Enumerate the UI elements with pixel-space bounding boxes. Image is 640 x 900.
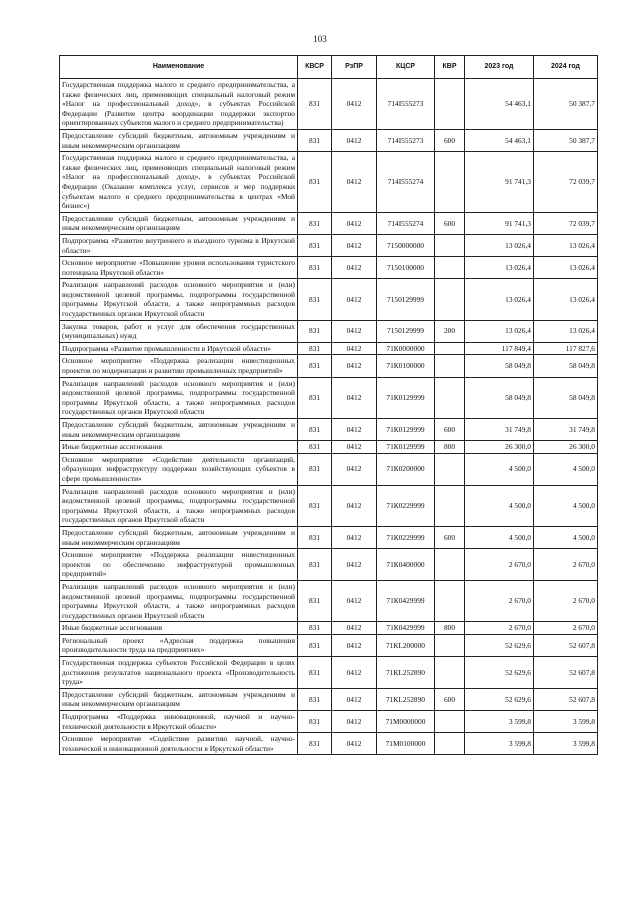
row-kvr — [435, 657, 465, 689]
row-kvr — [435, 485, 465, 526]
row-rzpr: 0412 — [332, 526, 377, 548]
row-kvsr: 831 — [298, 441, 332, 454]
table-row — [60, 152, 598, 213]
row-kvr — [435, 453, 465, 485]
header-kcsr: КЦСР — [377, 56, 435, 79]
row-value-2024: 31 749,8 — [534, 419, 598, 441]
header-2023: 2023 год — [465, 56, 534, 79]
row-value-2024: 13 026,4 — [534, 257, 598, 279]
row-value-2024: 72 039,7 — [534, 152, 598, 213]
row-kcsr: 7150100000 — [377, 257, 435, 279]
row-value-2024: 2 670,0 — [534, 622, 598, 635]
row-name: Предоставление субсидий бюджетным, автономным учреждениям и иным некоммерческим организациям — [60, 129, 298, 151]
row-value-2024: 50 387,7 — [534, 79, 598, 130]
row-kcsr: 7150000000 — [377, 234, 435, 256]
table-row — [60, 355, 598, 377]
row-value-2023: 13 026,4 — [465, 320, 534, 342]
row-kvr: 600 — [435, 688, 465, 710]
row-kvsr: 831 — [298, 453, 332, 485]
row-kvsr: 831 — [298, 419, 332, 441]
row-kvr — [435, 634, 465, 656]
row-kvsr: 831 — [298, 622, 332, 635]
table-row — [60, 453, 598, 485]
row-kvr: 600 — [435, 129, 465, 151]
row-rzpr: 0412 — [332, 419, 377, 441]
row-kvsr: 831 — [298, 257, 332, 279]
row-rzpr: 0412 — [332, 320, 377, 342]
table-row — [60, 377, 598, 418]
row-rzpr: 0412 — [332, 342, 377, 355]
table-row — [60, 441, 598, 454]
row-name: Подпрограмма «Развитие промышленности в Иркутской области» — [60, 342, 298, 355]
row-value-2024: 50 387,7 — [534, 129, 598, 151]
row-kcsr: 71КL200000 — [377, 634, 435, 656]
row-value-2024: 4 500,0 — [534, 526, 598, 548]
budget-table — [59, 55, 598, 755]
table-row — [60, 526, 598, 548]
row-value-2024: 52 607,8 — [534, 657, 598, 689]
row-rzpr: 0412 — [332, 485, 377, 526]
row-kvsr: 831 — [298, 580, 332, 621]
table-row — [60, 711, 598, 733]
row-kcsr: 71К0229999 — [377, 526, 435, 548]
row-rzpr: 0412 — [332, 152, 377, 213]
row-name: Основное мероприятие «Повышение уровня использования туристского потенциала Иркутской области» — [60, 257, 298, 279]
row-kvsr: 831 — [298, 526, 332, 548]
row-rzpr: 0412 — [332, 453, 377, 485]
row-value-2024: 52 607,8 — [534, 688, 598, 710]
row-name: Государственная поддержка субъектов Российской Федерации в целях достижения результатов национального проекта «Производительность труда» — [60, 657, 298, 689]
row-kvsr: 831 — [298, 320, 332, 342]
header-kvr: КВР — [435, 56, 465, 79]
row-name: Государственная поддержка малого и среднего предпринимательства, а также физических лиц, применяющих специальный налоговый режим «Налог на профессиональный доход», в субъектах Российской Федерации (Развитие центра координации поддержки экспортно ориентированных субъектов малого и среднего предпринимательства) — [60, 79, 298, 130]
table-row — [60, 257, 598, 279]
row-kvsr: 831 — [298, 711, 332, 733]
row-value-2023: 91 741,3 — [465, 212, 534, 234]
row-rzpr: 0412 — [332, 279, 377, 320]
row-rzpr: 0412 — [332, 377, 377, 418]
row-rzpr: 0412 — [332, 79, 377, 130]
row-kvr — [435, 377, 465, 418]
row-value-2024: 72 039,7 — [534, 212, 598, 234]
row-kcsr: 71К0229999 — [377, 485, 435, 526]
row-kvr: 600 — [435, 526, 465, 548]
row-kcsr: 71К0400000 — [377, 549, 435, 581]
row-kvr — [435, 549, 465, 581]
row-kvsr: 831 — [298, 129, 332, 151]
row-kvsr: 831 — [298, 733, 332, 755]
page-number: 103 — [313, 34, 327, 44]
row-value-2024: 58 049,8 — [534, 377, 598, 418]
row-kcsr: 714I555273 — [377, 129, 435, 151]
row-value-2024: 4 500,0 — [534, 453, 598, 485]
table-row — [60, 234, 598, 256]
row-kcsr: 71М0100000 — [377, 733, 435, 755]
row-kcsr: 71К0429999 — [377, 622, 435, 635]
row-rzpr: 0412 — [332, 711, 377, 733]
row-kvr: 600 — [435, 212, 465, 234]
row-value-2024: 58 049,8 — [534, 355, 598, 377]
row-value-2024: 26 300,0 — [534, 441, 598, 454]
row-value-2023: 52 629,6 — [465, 688, 534, 710]
table-row — [60, 419, 598, 441]
row-value-2024: 117 827,6 — [534, 342, 598, 355]
row-kvsr: 831 — [298, 152, 332, 213]
row-rzpr: 0412 — [332, 212, 377, 234]
table-row — [60, 342, 598, 355]
row-value-2023: 13 026,4 — [465, 279, 534, 320]
row-value-2024: 3 599,8 — [534, 733, 598, 755]
table-row — [60, 657, 598, 689]
row-kcsr: 71К0429999 — [377, 580, 435, 621]
row-kvr: 600 — [435, 419, 465, 441]
row-value-2023: 58 049,8 — [465, 377, 534, 418]
row-name: Иные бюджетные ассигнования — [60, 622, 298, 635]
row-kcsr: 7150129999 — [377, 320, 435, 342]
row-name: Реализация направлений расходов основного мероприятия и (или) ведомственной целевой программы, подпрограммы государственной программы Иркутской области, а также непрограммных расходов государственных органов Иркутской области — [60, 580, 298, 621]
row-rzpr: 0412 — [332, 688, 377, 710]
row-name: Реализация направлений расходов основного мероприятия и (или) ведомственной целевой программы, подпрограммы государственной программы Иркутской области, а также непрограммных расходов государственных органов Иркутской области — [60, 377, 298, 418]
row-value-2024: 2 670,0 — [534, 580, 598, 621]
row-value-2023: 3 599,8 — [465, 733, 534, 755]
row-kvsr: 831 — [298, 549, 332, 581]
row-value-2023: 4 500,0 — [465, 485, 534, 526]
row-value-2023: 2 670,0 — [465, 622, 534, 635]
row-name: Предоставление субсидий бюджетным, автономным учреждениям и иным некоммерческим организациям — [60, 212, 298, 234]
table-row — [60, 485, 598, 526]
table-row — [60, 580, 598, 621]
row-kcsr: 71М0000000 — [377, 711, 435, 733]
row-kvr — [435, 711, 465, 733]
row-rzpr: 0412 — [332, 634, 377, 656]
row-value-2024: 13 026,4 — [534, 279, 598, 320]
row-rzpr: 0412 — [332, 733, 377, 755]
row-kcsr: 714I555274 — [377, 152, 435, 213]
row-name: Закупка товаров, работ и услуг для обеспечения государственных (муниципальных) нужд — [60, 320, 298, 342]
row-value-2024: 13 026,4 — [534, 234, 598, 256]
row-value-2023: 13 026,4 — [465, 257, 534, 279]
table-header-row — [60, 56, 598, 79]
row-name: Основное мероприятие «Поддержка реализации инвестиционных проектов по модернизации и развитию промышленных предприятий» — [60, 355, 298, 377]
row-name: Основное мероприятие «Содействие развитию научной, научно-технической и инновационной деятельности в Иркутской области» — [60, 733, 298, 755]
table-row — [60, 212, 598, 234]
row-kvr — [435, 355, 465, 377]
row-kvsr: 831 — [298, 279, 332, 320]
row-rzpr: 0412 — [332, 657, 377, 689]
row-name: Предоставление субсидий бюджетным, автономным учреждениям и иным некоммерческим организациям — [60, 688, 298, 710]
row-name: Основное мероприятие «Поддержка реализации инвестиционных проектов по обеспечению инфраструктурой промышленных предприятий» — [60, 549, 298, 581]
row-rzpr: 0412 — [332, 580, 377, 621]
row-kvr: 200 — [435, 320, 465, 342]
row-rzpr: 0412 — [332, 234, 377, 256]
row-kcsr: 71К0000000 — [377, 342, 435, 355]
row-value-2024: 4 500,0 — [534, 485, 598, 526]
row-value-2023: 2 670,0 — [465, 549, 534, 581]
row-value-2023: 54 463,1 — [465, 79, 534, 130]
row-kvr — [435, 152, 465, 213]
row-kcsr: 71К0129999 — [377, 419, 435, 441]
row-value-2023: 117 849,4 — [465, 342, 534, 355]
row-kvr — [435, 733, 465, 755]
header-kvsr: КВСР — [298, 56, 332, 79]
row-value-2023: 4 500,0 — [465, 526, 534, 548]
row-rzpr: 0412 — [332, 622, 377, 635]
row-kvsr: 831 — [298, 212, 332, 234]
row-kvsr: 831 — [298, 355, 332, 377]
row-value-2023: 58 049,8 — [465, 355, 534, 377]
row-kcsr: 7150129999 — [377, 279, 435, 320]
row-value-2023: 3 599,8 — [465, 711, 534, 733]
row-value-2023: 13 026,4 — [465, 234, 534, 256]
header-name: Наименование — [60, 56, 298, 79]
row-name: Подпрограмма «Поддержка инновационной, научной и научно-технической деятельности в Иркутской области» — [60, 711, 298, 733]
row-kcsr: 71К0129999 — [377, 377, 435, 418]
row-kvsr: 831 — [298, 657, 332, 689]
row-kvr — [435, 342, 465, 355]
table-row — [60, 733, 598, 755]
row-rzpr: 0412 — [332, 257, 377, 279]
row-value-2024: 2 670,0 — [534, 549, 598, 581]
table-row — [60, 320, 598, 342]
row-kcsr: 71КL252890 — [377, 688, 435, 710]
table-row — [60, 79, 598, 130]
table-row — [60, 622, 598, 635]
row-kvr: 800 — [435, 441, 465, 454]
row-kcsr: 71К0129999 — [377, 441, 435, 454]
row-kvsr: 831 — [298, 485, 332, 526]
row-value-2023: 52 629,6 — [465, 657, 534, 689]
table-row — [60, 549, 598, 581]
table-row — [60, 279, 598, 320]
row-name: Предоставление субсидий бюджетным, автономным учреждениям и иным некоммерческим организациям — [60, 526, 298, 548]
row-rzpr: 0412 — [332, 549, 377, 581]
row-value-2023: 52 629,6 — [465, 634, 534, 656]
row-rzpr: 0412 — [332, 355, 377, 377]
row-value-2023: 31 749,8 — [465, 419, 534, 441]
row-kcsr: 71КL252890 — [377, 657, 435, 689]
row-value-2023: 4 500,0 — [465, 453, 534, 485]
row-kvsr: 831 — [298, 342, 332, 355]
row-kvr: 800 — [435, 622, 465, 635]
row-value-2024: 52 607,8 — [534, 634, 598, 656]
row-kcsr: 71К0200000 — [377, 453, 435, 485]
row-name: Реализация направлений расходов основного мероприятия и (или) ведомственной целевой программы, подпрограммы государственной программы Иркутской области, а также непрограммных расходов государственных органов Иркутской области — [60, 279, 298, 320]
row-name: Подпрограмма «Развитие внутреннего и въездного туризма в Иркутской области» — [60, 234, 298, 256]
row-kcsr: 71К0100000 — [377, 355, 435, 377]
row-name: Государственная поддержка малого и среднего предпринимательства, а также физических лиц, применяющих специальный налоговый режим «Налог на профессиональный доход», в субъектах Российской Федерации (Оказание комплекса услуг, сервисов и мер поддержки субъектам малого и среднего предпринимательства в центрах «Мой бизнес») — [60, 152, 298, 213]
row-rzpr: 0412 — [332, 129, 377, 151]
row-kcsr: 714I555273 — [377, 79, 435, 130]
row-kvr — [435, 234, 465, 256]
row-kvsr: 831 — [298, 634, 332, 656]
row-name: Предоставление субсидий бюджетным, автономным учреждениям и иным некоммерческим организациям — [60, 419, 298, 441]
table-row — [60, 129, 598, 151]
row-rzpr: 0412 — [332, 441, 377, 454]
row-value-2023: 26 300,0 — [465, 441, 534, 454]
row-kvr — [435, 279, 465, 320]
row-kvsr: 831 — [298, 688, 332, 710]
row-kvr — [435, 580, 465, 621]
row-value-2024: 3 599,8 — [534, 711, 598, 733]
table-body — [60, 79, 598, 755]
table-row — [60, 688, 598, 710]
row-name: Реализация направлений расходов основного мероприятия и (или) ведомственной целевой программы, подпрограммы государственной программы Иркутской области, а также непрограммных расходов государственных органов Иркутской области — [60, 485, 298, 526]
row-kvr — [435, 257, 465, 279]
row-name: Иные бюджетные ассигнования — [60, 441, 298, 454]
row-kvr — [435, 79, 465, 130]
row-kvsr: 831 — [298, 234, 332, 256]
row-kcsr: 714I555274 — [377, 212, 435, 234]
row-name: Региональный проект «Адресная поддержка повышения производительности труда на предприятиях» — [60, 634, 298, 656]
header-rzpr: РзПР — [332, 56, 377, 79]
row-value-2024: 13 026,4 — [534, 320, 598, 342]
header-2024: 2024 год — [534, 56, 598, 79]
row-kvsr: 831 — [298, 79, 332, 130]
row-name: Основное мероприятие «Содействие деятельности организаций, образующих инфраструктуру поддержки хозяйствующих субъектов в сфере промышленности» — [60, 453, 298, 485]
row-value-2023: 91 741,3 — [465, 152, 534, 213]
row-kvsr: 831 — [298, 377, 332, 418]
table-row — [60, 634, 598, 656]
row-value-2023: 54 463,1 — [465, 129, 534, 151]
row-value-2023: 2 670,0 — [465, 580, 534, 621]
